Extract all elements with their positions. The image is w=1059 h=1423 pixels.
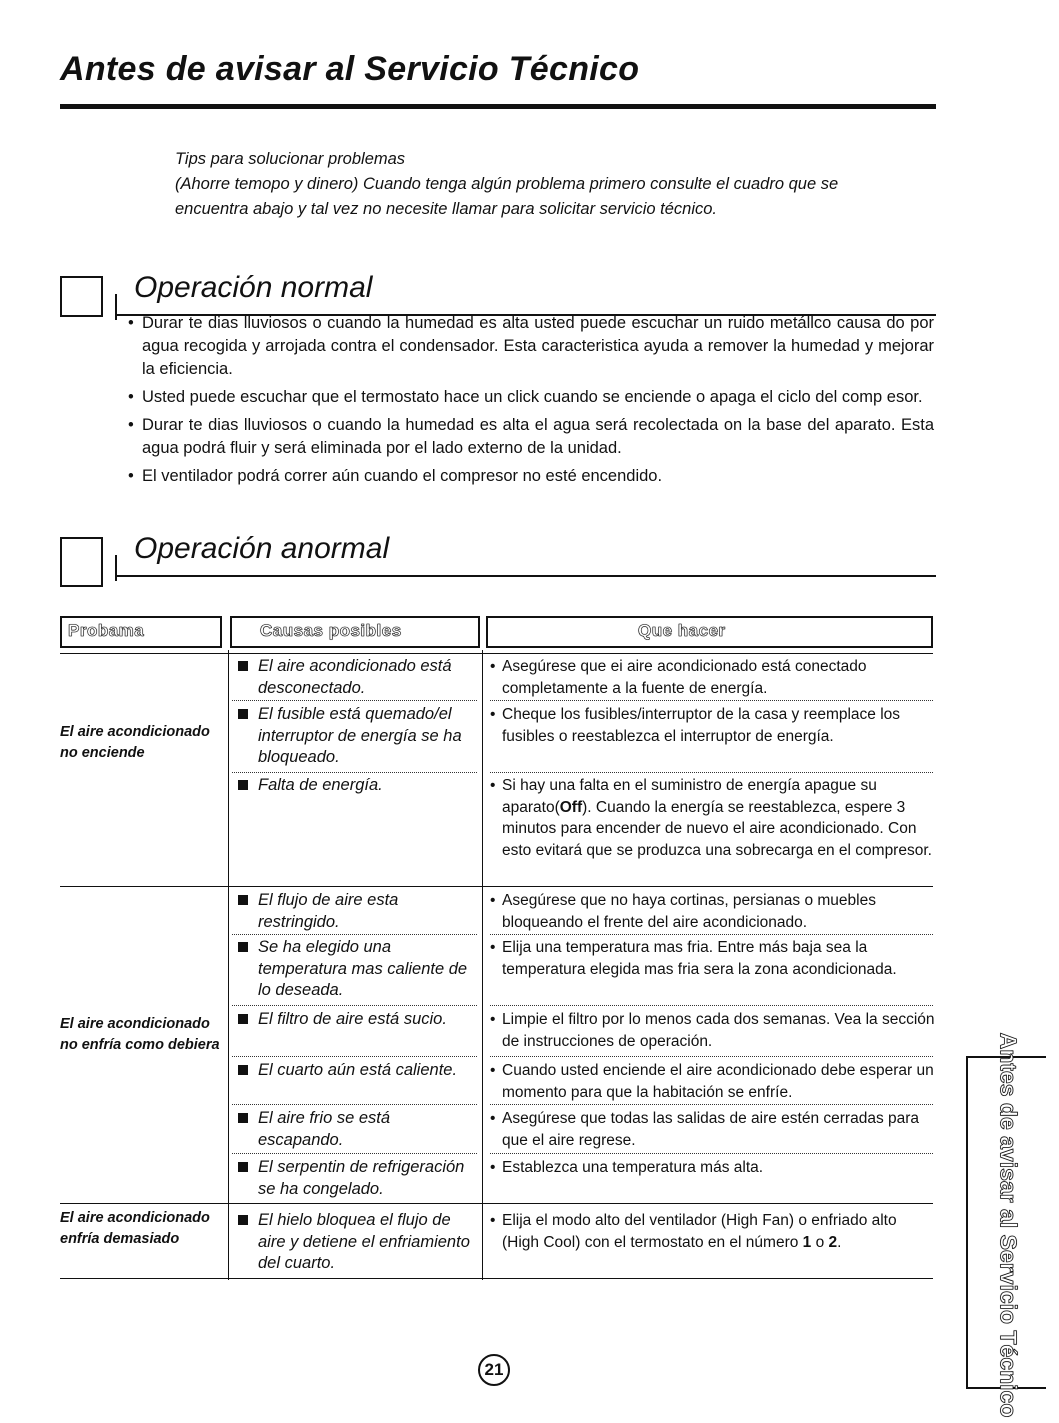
row-rule <box>60 886 933 887</box>
square-bullet-icon <box>238 780 248 790</box>
header-remedy-label: Que hacer <box>638 621 726 640</box>
remedy-text: Si hay una falta en el suministro de energía apague su aparato( <box>502 777 877 816</box>
header-causes <box>230 616 480 648</box>
dotted-rule <box>232 1056 477 1057</box>
page-number: 21 <box>478 1354 510 1386</box>
normal-operation-list <box>128 312 934 493</box>
table-bottom-rule <box>60 1278 933 1279</box>
dotted-rule <box>490 1056 933 1057</box>
remedy-item: • Cuando usted enciende el aire acondicionado debe esperar un momento para que la habitación se enfríe. <box>490 1060 935 1103</box>
problem-label: El aire acondicionado no enciende <box>60 724 210 761</box>
square-bullet-icon <box>238 1065 248 1075</box>
cause-text: El aire acondicionado está desconectado. <box>258 657 452 697</box>
dotted-rule <box>490 772 933 773</box>
cause-text: El cuarto aún está caliente. <box>258 1061 458 1079</box>
remedy-text: Elija el modo alto del ventilador (High Fan) o enfriado alto (High Cool) con el termostato en el número <box>502 1212 897 1251</box>
cause-item <box>232 1210 477 1275</box>
dotted-rule <box>490 1153 933 1154</box>
square-bullet-icon <box>238 1162 248 1172</box>
list-item: • Durar te dias lluviosos o cuando la humedad es alta el agua será recolectada on la base del aparato. Esta agua podrá fluir y será eliminada por el lado externo de la unidad. <box>128 414 934 460</box>
cause-item <box>232 1157 477 1200</box>
section-tick <box>115 294 117 320</box>
column-divider <box>228 650 229 1280</box>
list-item: • Durar te dias lluviosos o cuando la humedad es alta usted puede escuchar un ruido metállco causa do por agua recogida y arrojada contra el condensador. Esta caracteristica ayuda a remover la humedad y mejorar la eficiencia. <box>128 312 934 381</box>
remedy-text: . <box>837 1233 842 1251</box>
cause-text: El filtro de aire está sucio. <box>258 1010 447 1028</box>
dotted-rule <box>232 772 477 773</box>
section-tick <box>115 555 117 581</box>
side-tab-label: Antes de avisar al Servicio Técnico <box>995 1032 1022 1418</box>
dotted-rule <box>490 1005 933 1006</box>
section-rule <box>116 575 936 577</box>
remedy-text: ). Cuando la energía se reestablezca, espere 3 minutos para encender de nuevo el aire acondicionado. Con esto evitará que se produzca una sobrecarga en el compresor. <box>502 798 932 859</box>
side-tab <box>966 1032 1046 1418</box>
remedy-item: • Elija una temperatura mas fria. Entre más baja sea la temperatura elegida mas fria sera la zona acondicionada. <box>490 937 935 980</box>
intro-line: Tips para solucionar problemas <box>175 150 406 168</box>
cause-item <box>232 1060 477 1082</box>
problem-label: El aire acondicionado no enfría como debiera <box>60 1016 220 1053</box>
title-rule <box>60 104 936 109</box>
dotted-rule <box>232 934 477 935</box>
cause-item <box>232 890 477 933</box>
list-item: • Usted puede escuchar que el termostato hace un click cuando se enciende o apaga el ciclo del comp esor. <box>128 386 934 409</box>
remedy-item <box>490 775 935 861</box>
section-box-icon <box>60 276 103 317</box>
cause-text: Se ha elegido una temperatura mas caliente de lo deseada. <box>258 938 468 999</box>
header-remedy <box>486 616 933 648</box>
remedy-item <box>490 1210 935 1253</box>
cause-text: El serpentin de refrigeración se ha congelado. <box>258 1158 465 1198</box>
row-rule <box>60 653 933 654</box>
problem-label: El aire acondicionado enfría demasiado <box>60 1210 210 1247</box>
remedy-bold: 2 <box>828 1233 838 1251</box>
cause-text: El aire frio se está escapando. <box>258 1109 391 1149</box>
remedy-item: • Limpie el filtro por lo menos cada dos semanas. Vea la sección de instrucciones de operación. <box>490 1009 935 1052</box>
square-bullet-icon <box>238 1113 248 1123</box>
cause-text: El fusible está quemado/el interruptor de energía se ha bloqueado. <box>258 705 462 766</box>
list-item: • El ventilador podrá correr aún cuando el compresor no esté encendido. <box>128 465 934 488</box>
cause-text: El flujo de aire esta restringido. <box>258 891 399 931</box>
remedy-bold: 1 <box>802 1233 812 1251</box>
cause-text: El hielo bloquea el flujo de aire y detiene el enfriamiento del cuarto. <box>258 1211 470 1272</box>
intro-line: encuentra abajo y tal vez no necesite llamar para solicitar servicio técnico. <box>175 200 718 218</box>
intro-line: (Ahorre temopo y dinero) Cuando tenga algún problema primero consulte el cuadro que se <box>175 175 839 193</box>
cause-item <box>232 656 477 699</box>
square-bullet-icon <box>238 942 248 952</box>
square-bullet-icon <box>238 1014 248 1024</box>
cause-text: Falta de energía. <box>258 776 383 794</box>
square-bullet-icon <box>238 709 248 719</box>
remedy-bold: Off <box>559 798 583 816</box>
dotted-rule <box>490 700 933 701</box>
remedy-text: o <box>811 1233 829 1251</box>
header-causes-label: Causas posibles <box>260 621 402 640</box>
remedy-item: • Establezca una temperatura más alta. <box>490 1157 935 1179</box>
row-rule <box>60 1203 933 1204</box>
remedy-item: • Asegúrese que todas las salidas de aire estén cerradas para que el aire regrese. <box>490 1108 935 1151</box>
dotted-rule <box>490 934 933 935</box>
header-problem <box>60 616 222 648</box>
dotted-rule <box>232 1153 477 1154</box>
dotted-rule <box>232 1104 477 1105</box>
remedy-item: • Asegúrese que no haya cortinas, persianas o muebles bloqueando el frente del aire acondicionado. <box>490 890 935 933</box>
header-problem-label: Probama <box>68 621 145 640</box>
column-divider <box>482 650 483 1280</box>
dotted-rule <box>232 1005 477 1006</box>
intro-text <box>175 147 935 222</box>
page-title: Antes de avisar al Servicio Técnico <box>60 50 640 88</box>
remedy-item: • Cheque los fusibles/interruptor de la casa y reemplace los fusibles o reestablezca el interruptor de energía. <box>490 704 935 747</box>
section-box-icon <box>60 537 103 587</box>
square-bullet-icon <box>238 661 248 671</box>
cause-item <box>232 1009 477 1031</box>
section-title-abnormal: Operación anormal <box>134 532 390 565</box>
cause-item <box>232 937 477 1002</box>
section-title-normal: Operación normal <box>134 271 373 304</box>
dotted-rule <box>232 700 477 701</box>
cause-item <box>232 1108 477 1151</box>
cause-item <box>232 704 477 769</box>
cause-item <box>232 775 477 797</box>
dotted-rule <box>490 1104 933 1105</box>
square-bullet-icon <box>238 895 248 905</box>
square-bullet-icon <box>238 1215 248 1225</box>
remedy-item: • Asegúrese que ei aire acondicionado está conectado completamente a la fuente de energía. <box>490 656 935 699</box>
